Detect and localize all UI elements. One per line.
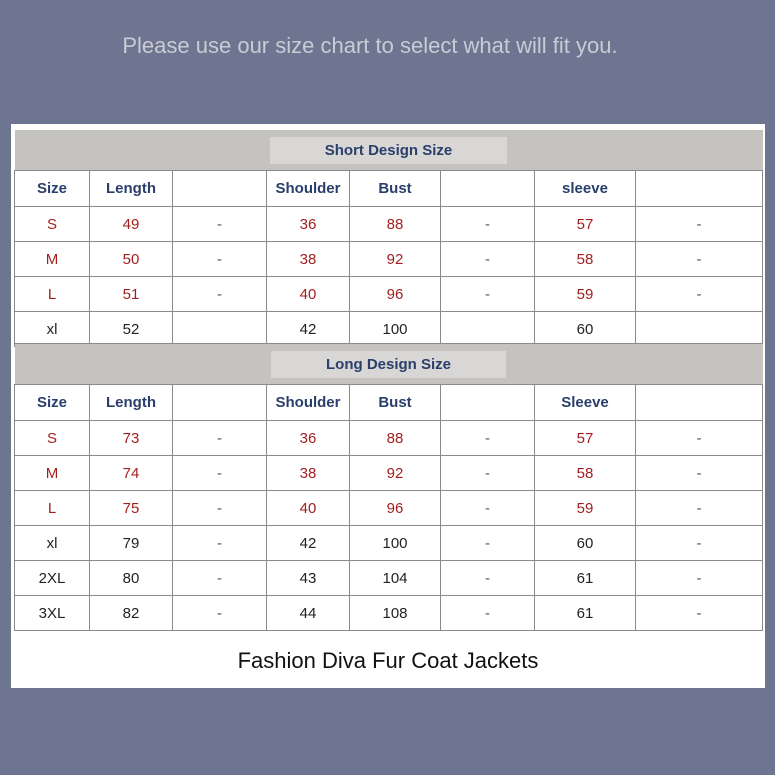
long-cell-c6: -	[441, 456, 535, 491]
long-cell-shoulder: 40	[267, 491, 350, 526]
long-cell-bust: 88	[350, 421, 441, 456]
short-cell-length: 49	[90, 207, 173, 242]
short-cell-sleeve: 57	[535, 207, 636, 242]
long-header-cell: Bust	[350, 385, 441, 421]
long-cell-c3: -	[173, 456, 267, 491]
long-cell-length: 73	[90, 421, 173, 456]
short-table-row	[15, 207, 763, 242]
short-design-table	[14, 130, 763, 347]
long-cell-c6: -	[441, 561, 535, 596]
short-cell-size: xl	[15, 312, 90, 347]
short-cell-bust: 100	[350, 312, 441, 347]
long-table-row	[15, 421, 763, 456]
long-cell-c3: -	[173, 561, 267, 596]
short-cell-c3: -	[173, 242, 267, 277]
long-cell-c3: -	[173, 421, 267, 456]
short-cell-sleeve: 60	[535, 312, 636, 347]
long-table-row	[15, 491, 763, 526]
long-cell-size: S	[15, 421, 90, 456]
short-header-cell: Length	[90, 171, 173, 207]
short-cell-size: L	[15, 277, 90, 312]
long-cell-c6: -	[441, 491, 535, 526]
short-cell-size: M	[15, 242, 90, 277]
short-cell-sleeve: 58	[535, 242, 636, 277]
short-cell-c8	[636, 312, 763, 347]
long-cell-length: 79	[90, 526, 173, 561]
long-cell-shoulder: 43	[267, 561, 350, 596]
short-cell-c3: -	[173, 207, 267, 242]
short-cell-c6: -	[441, 242, 535, 277]
short-cell-c8: -	[636, 277, 763, 312]
long-header-cell	[636, 385, 763, 421]
long-cell-sleeve: 57	[535, 421, 636, 456]
long-header-cell	[441, 385, 535, 421]
long-cell-c3: -	[173, 596, 267, 631]
short-header-cell: sleeve	[535, 171, 636, 207]
long-header-row	[15, 385, 763, 421]
long-cell-bust: 108	[350, 596, 441, 631]
long-cell-sleeve: 59	[535, 491, 636, 526]
short-cell-c8: -	[636, 242, 763, 277]
short-cell-size: S	[15, 207, 90, 242]
long-design-table	[14, 343, 763, 631]
short-title-row	[15, 130, 763, 171]
short-cell-length: 52	[90, 312, 173, 347]
long-cell-c8: -	[636, 456, 763, 491]
long-header-cell: Size	[15, 385, 90, 421]
long-cell-size: 2XL	[15, 561, 90, 596]
long-cell-c8: -	[636, 596, 763, 631]
short-cell-length: 50	[90, 242, 173, 277]
short-header-cell	[441, 171, 535, 207]
short-cell-shoulder: 36	[267, 207, 350, 242]
long-header-cell: Length	[90, 385, 173, 421]
long-cell-bust: 96	[350, 491, 441, 526]
short-cell-c6: -	[441, 277, 535, 312]
short-header-cell: Bust	[350, 171, 441, 207]
long-cell-shoulder: 44	[267, 596, 350, 631]
long-title-row	[15, 344, 763, 385]
long-cell-shoulder: 36	[267, 421, 350, 456]
short-table-row	[15, 277, 763, 312]
page-heading: Please use our size chart to select what will fit you.	[122, 33, 618, 58]
long-cell-c3: -	[173, 526, 267, 561]
short-cell-c3	[173, 312, 267, 347]
long-table-row	[15, 456, 763, 491]
long-cell-c8: -	[636, 526, 763, 561]
short-cell-length: 51	[90, 277, 173, 312]
long-cell-sleeve: 58	[535, 456, 636, 491]
long-cell-c6: -	[441, 596, 535, 631]
long-table-row	[15, 561, 763, 596]
short-cell-shoulder: 38	[267, 242, 350, 277]
short-header-row	[15, 171, 763, 207]
short-header-cell	[173, 171, 267, 207]
long-cell-c8: -	[636, 561, 763, 596]
long-cell-length: 82	[90, 596, 173, 631]
long-cell-length: 75	[90, 491, 173, 526]
size-chart-card	[11, 124, 765, 688]
short-cell-bust: 88	[350, 207, 441, 242]
short-header-cell: Shoulder	[267, 171, 350, 207]
short-table-row	[15, 242, 763, 277]
long-cell-c3: -	[173, 491, 267, 526]
long-cell-sleeve: 61	[535, 596, 636, 631]
long-cell-length: 74	[90, 456, 173, 491]
long-cell-c8: -	[636, 421, 763, 456]
long-cell-c6: -	[441, 526, 535, 561]
long-cell-size: xl	[15, 526, 90, 561]
short-cell-c3: -	[173, 277, 267, 312]
long-cell-shoulder: 38	[267, 456, 350, 491]
short-cell-c6: -	[441, 207, 535, 242]
short-table-title: Short Design Size	[270, 137, 508, 164]
long-cell-bust: 92	[350, 456, 441, 491]
long-cell-c8: -	[636, 491, 763, 526]
long-header-cell: Shoulder	[267, 385, 350, 421]
long-header-cell	[173, 385, 267, 421]
long-cell-bust: 100	[350, 526, 441, 561]
long-table-row	[15, 526, 763, 561]
long-cell-size: 3XL	[15, 596, 90, 631]
long-cell-sleeve: 60	[535, 526, 636, 561]
short-cell-c6	[441, 312, 535, 347]
short-header-cell	[636, 171, 763, 207]
short-cell-shoulder: 40	[267, 277, 350, 312]
long-cell-size: M	[15, 456, 90, 491]
short-cell-bust: 96	[350, 277, 441, 312]
long-cell-shoulder: 42	[267, 526, 350, 561]
long-header-cell: Sleeve	[535, 385, 636, 421]
short-table-row	[15, 312, 763, 347]
short-header-cell: Size	[15, 171, 90, 207]
short-cell-sleeve: 59	[535, 277, 636, 312]
long-cell-sleeve: 61	[535, 561, 636, 596]
long-cell-length: 80	[90, 561, 173, 596]
short-cell-shoulder: 42	[267, 312, 350, 347]
long-cell-size: L	[15, 491, 90, 526]
long-cell-bust: 104	[350, 561, 441, 596]
long-table-title: Long Design Size	[271, 351, 506, 378]
long-cell-c6: -	[441, 421, 535, 456]
footer-brand-text: Fashion Diva Fur Coat Jackets	[237, 648, 539, 673]
short-cell-c8: -	[636, 207, 763, 242]
short-cell-bust: 92	[350, 242, 441, 277]
long-table-row	[15, 596, 763, 631]
